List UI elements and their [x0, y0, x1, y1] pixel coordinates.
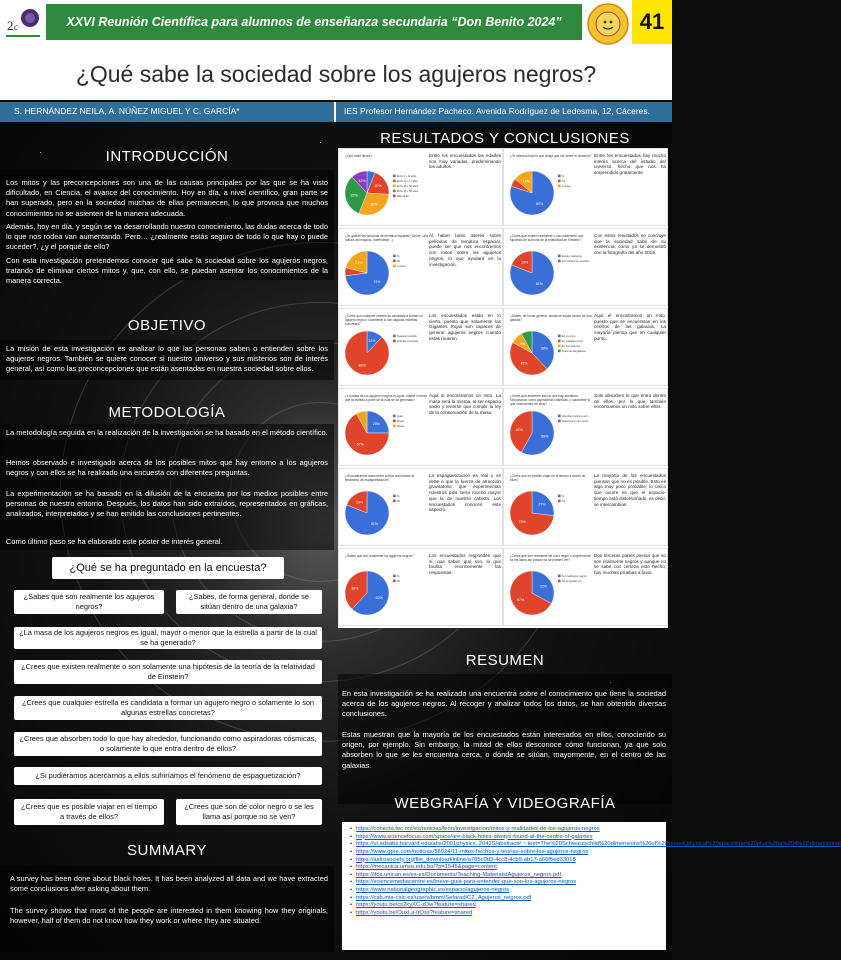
summary-paragraph: A survey has been done about black holes. It has been analyzed all data and we have extracted some conclusions after asking about them.: [10, 874, 328, 894]
survey-question: ¿Crees que cualquier estrella es candidata a formar un agujero negro o solamente lo son algunas estrellas concretas?: [14, 696, 322, 720]
pie-data-label: 25%: [372, 421, 380, 426]
legend-label: Entre 0 y 11 años: [397, 175, 417, 178]
web-link[interactable]: • https://www.gpre.com/noticias/58924/11-mitos-hechos-y-teorias-sobre-los-agujeros-negros: [350, 849, 664, 857]
legend-swatch: [393, 495, 396, 498]
survey-question: ¿Crees que existen realmente o son solamente una hipótesis de la teoría de la relatividad de Einstein?: [14, 660, 322, 684]
intro-heading: INTRODUCCIÓN: [105, 148, 229, 165]
pie-chart: [508, 563, 592, 623]
legend-swatch: [558, 345, 561, 348]
pie-chart-panel: [508, 153, 592, 223]
legend-label: Entre 18 y 40 años: [397, 185, 418, 188]
web-link[interactable]: • https://youtu.be/OuxLa-lrOss?feature=shared: [350, 910, 664, 918]
chart-question: ¿Si pudiéramos acercarnos a ellos sufriríamos el fenómeno de espaguetización?: [345, 474, 415, 482]
pie-chart: [508, 323, 592, 383]
chart-caption: Dos terceras partes piensa que no son realmente negros y aunque no se sabe con certeza este hecho, hay muchas pruebas a favor.: [594, 553, 666, 576]
conference-logo-icon: [4, 4, 42, 44]
legend-label: No: [397, 260, 401, 263]
pie-data-label: 12%: [368, 338, 376, 343]
chart-question: ¿Crees que absorben todo lo que hay alrededor, funcionando como aspiradoras cósmicas, o solamente lo que entra dentro de ellos?: [510, 394, 591, 406]
pie-chart-panel: [343, 473, 427, 543]
web-link[interactable]: • https://www.sciencefocus.com/space/are-black-holes-always-found-at-the-centre-of-galaxies: [350, 834, 664, 842]
divider: [334, 102, 336, 122]
legend-label: A veces: [397, 265, 406, 268]
result-card: [503, 148, 668, 226]
summary-heading: SUMMARY: [127, 842, 207, 859]
pie-data-label: 42%: [515, 427, 523, 432]
legend-swatch: [393, 575, 396, 578]
pie-chart-panel: [343, 553, 427, 623]
chart-caption: La mayoría de los encuestados piensan que no es posible. Esto es algo muy poco probable, lo único que ocurre es que el espacio-tiempo está distorsionado, es decir, se intercambian.: [594, 473, 667, 507]
legend-label: Entre 40 y 60 años: [397, 190, 418, 193]
legend-label: Menor: [397, 425, 405, 428]
chart-caption: Entre los encuestados hay mucho interés acerca del estudio del universo, hecho que nos ha sorprendido gratamente.: [594, 153, 666, 176]
chart-caption: Los encuestados responden que sí, que saben qué son, lo que facilita enormemente las respuestas.: [429, 553, 501, 576]
legend-swatch: [393, 180, 396, 183]
legend-swatch: [558, 255, 561, 258]
chart-caption: Entre los encuestados las edades son muy variadas, predominando los adultos.: [429, 153, 501, 170]
web-link[interactable]: • https://astrosociety.org/file_download/inline/a785c0d3-4cc8-4cb9-ab17-a66f5ed33018: [350, 857, 664, 865]
pie-chart-panel: [508, 553, 592, 623]
metodologia-paragraph: Hemos observado e investigado acerca de los posibles mitos que hay entorno a los agujeros negros y con ellos se ha realizado una encuesta con diferentes preguntas.: [6, 458, 328, 478]
survey-question: ¿Sabes, de forma general, donde se sitúan dentro de una galaxia?: [176, 590, 322, 614]
pie-data-label: 67%: [517, 597, 525, 602]
result-card: [338, 548, 503, 626]
chart-caption: Aquí el encontramos un mito, puesto que se encuentran en los centros de las galaxias. La mayoría piensa que en cualquier punto.: [594, 313, 666, 341]
pie-chart-panel: [343, 313, 427, 383]
result-card: [338, 308, 503, 386]
legend-label: Son solamente una hipó…: [562, 260, 592, 263]
result-card: [338, 388, 503, 466]
legend-swatch: [558, 495, 561, 498]
metodologia-paragraph: La metodología seguida en la realización de la investigación se ha basado en el método científico.: [6, 428, 328, 437]
pie-chart: [508, 483, 592, 543]
legend-swatch: [393, 265, 396, 268]
legend-label: No: [562, 500, 566, 503]
legend-label: Sí: [562, 175, 565, 178]
webgrafia-heading: WEBGRAFÍA Y VIDEOGRAFÍA: [394, 795, 616, 812]
metodologia-paragraph: La experimentación se ha basado en la difusión de la encuesta por los medios posibles entre personas de nuestro entorno. Después, los datos han sido extraídos, representados en gráficas, analizados, interpretados y se han emitido las conclusiones pertinentes.: [6, 489, 328, 519]
resumen-paragraph: Estas muestran que la mayoría de los encuestados están interesados en ellos, conociendo su origen, por ejemplo. Sin embargo, la mitad de ellos desconoce cómo funcionan, ya que solo absorben lo que se les encuentra cerca, o dónde se sitúan, mayormente, en el centro de las galaxias.: [342, 730, 666, 770]
pie-chart: [343, 483, 427, 543]
legend-swatch: [558, 575, 561, 578]
legend-label: Sí: [397, 255, 400, 258]
pie-data-label: 21%: [355, 260, 363, 265]
legend-label: Mayor: [397, 420, 404, 423]
web-link[interactable]: • https://cab.inta-csic.es/users/bmm/Sefarad/C2_Agujeros_negros.pdf: [350, 895, 664, 903]
survey-question: ¿Crees que son de color negro o se les llama así porque no se ven?: [176, 799, 322, 825]
legend-label: A veces: [562, 185, 571, 188]
webgrafia-list: [350, 826, 841, 918]
web-link[interactable]: • https://conecta.tec.mx/es/noticias/leon/investigacion/mitos-y-realidades-de-los-agujeros-negros: [350, 826, 664, 834]
legend-swatch: [393, 195, 396, 198]
pie-chart: [508, 243, 592, 303]
legend-swatch: [558, 185, 561, 188]
survey-question: ¿La masa de los agujeros negros es igual, mayor o menor que la estrella a partir de la cual se ha generado?: [14, 627, 322, 649]
survey-question: ¿Sabes qué son realmente los agujeros negros?: [14, 590, 164, 614]
pie-chart: [343, 563, 427, 623]
legend-swatch: [393, 580, 396, 583]
result-card: [338, 468, 503, 546]
survey-heading: ¿Qué se ha preguntado en la encuesta?: [69, 562, 267, 574]
header-bar: [0, 0, 672, 48]
pie-data-label: 45%: [520, 361, 528, 366]
legend-swatch: [393, 500, 396, 503]
legend-swatch: [393, 260, 396, 263]
legend-swatch: [393, 415, 396, 418]
chart-question: ¿Crees que son realmente de color negro o simplemente se les llama así porque no se pueden ver?: [510, 554, 591, 562]
legend-swatch: [558, 260, 561, 263]
survey-question: ¿Crees que absorben todo lo que hay alrededor, funcionando como aspiradoras cósmicas, o solamente lo que entra dentro de ellos?: [14, 732, 322, 756]
summary-paragraph: The survey shows that most of the people are interested in them knowing how they originals, however, half of them do not know how they work or where they are situated.: [10, 906, 328, 926]
legend-swatch: [558, 335, 561, 338]
legend-label: Igual: [397, 415, 403, 418]
pie-data-label: 38%: [540, 346, 548, 351]
pie-data-label: 62%: [375, 596, 383, 601]
survey-question: ¿Crees que es posible viajar en el tiempo a través de ellos?: [14, 799, 164, 825]
web-link[interactable]: • https://youtu.be/cs2kyXC-zDw?feature=shared: [350, 902, 664, 910]
pie-chart-panel: [343, 233, 427, 303]
legend-label: Solamente lo que entra…: [562, 420, 591, 423]
sun-logo-icon: [586, 2, 630, 46]
metodologia-heading: METODOLOGÍA: [108, 404, 226, 421]
objetivo-paragraph: La misión de esta investigación es analizar lo que las personas saben o entienden sobre los agujeros negros. También se quiere conocer si nuestro universo y sus misterios son de interés general, así como las preconcepciones que están asentadas en nuestra sociedad sobre ellos.: [6, 344, 328, 374]
legend-swatch: [558, 175, 561, 178]
poster-number: 41: [639, 9, 665, 34]
objetivo-heading: OBJETIVO: [127, 317, 207, 334]
pie-chart: [343, 243, 427, 303]
chart-caption: Los encuestados están en lo cierto, puesto que solamente las Gigantes Rojas son capaces de generar agujeros negros cuando estas mueren.: [429, 313, 501, 341]
legend-label: No se pueden ver: [562, 580, 582, 583]
pie-data-label: 58%: [541, 434, 549, 439]
legend-swatch: [558, 180, 561, 183]
poster-number-badge: [632, 0, 672, 44]
pie-data-label: 32%: [350, 193, 358, 198]
web-link[interactable]: • https://mecanica.umsa.edu.bo/?p=1545&page=content: [350, 864, 664, 872]
chart-question: ¿Te interesa todo lo que tenga que ver sobre el universo?: [510, 154, 592, 158]
survey-question: ¿Si pudiéramos acercarnos a ellos sufriríamos el fenómeno de espaguetización?: [14, 767, 322, 785]
pie-chart: [343, 403, 427, 463]
legend-label: En cualquier punto: [562, 340, 583, 343]
chart-caption: Aquí sí encontramos un mito. La masa será la misma, al ser espacio vacío y tenerse que cumplir la ley de la conservación de la masa.: [429, 393, 501, 416]
pie-data-label: 33%: [539, 584, 547, 589]
resultados-heading: RESULTADOS Y CONCLUSIONES: [380, 130, 630, 147]
legend-swatch: [558, 415, 561, 418]
pie-data-label: 73%: [373, 279, 381, 284]
chart-question: ¿La masa de los agujeros negros es igual, mayor o menor que la estrella a partir de la cual se ha generado?: [345, 394, 428, 402]
chart-caption: Al haber tanto interés sobre películas de temática espacial, puede ser que nos encontremos con mitos sobre los agujeros negros, lo que ayudará en la investigación.: [429, 233, 501, 267]
legend-label: No: [397, 580, 401, 583]
result-card: [503, 308, 668, 386]
legend-label: Entre 12 y 17 años: [397, 180, 418, 183]
legend-swatch: [393, 340, 396, 343]
pie-chart: [343, 323, 427, 383]
pie-data-label: 73%: [518, 519, 526, 524]
chart-question: ¿Crees que existen realmente o son solamente una hipótesis de la teoría de la relatividad de Einstein?: [510, 234, 584, 242]
pie-chart-panel: [508, 233, 592, 303]
legend-swatch: [393, 335, 396, 338]
result-card: [503, 228, 668, 306]
pie-data-label: 20%: [374, 184, 382, 189]
conference-banner: [46, 4, 582, 40]
legend-swatch: [393, 175, 396, 178]
pie-data-label: 12%: [358, 178, 366, 183]
chart-question: ¿Crees que cualquier estrella es candidata a formar un agujero negro o solamente lo son algunas estrellas concretas?: [345, 314, 423, 326]
pie-data-label: 19%: [355, 500, 364, 505]
webgrafia-box: [342, 822, 841, 950]
result-card: [338, 148, 503, 226]
intro-paragraph: Con esta investigación pretendemos conocer qué sabe la sociedad sobre los agujeros negros, tratando de eliminar ciertos mitos y, que, con ello, se puedan asentar los conocimientos de la manera correcta.: [6, 256, 328, 286]
pie-chart: [508, 163, 592, 223]
pie-chart: [508, 403, 592, 463]
legend-swatch: [393, 425, 396, 428]
legend-label: En los extremos: [562, 345, 580, 348]
conference-title: XXVI Reunión Científica para alumnos de enseñanza secundaria “Don Benito 2024”: [66, 15, 562, 29]
legend-label: No: [562, 180, 566, 183]
chart-question: ¿Te gustan las películas de temática espacial? (Dune, Una odisea del espacio, Interestelar...): [345, 234, 429, 242]
poster-title: ¿Qué sabe la sociedad sobre los agujeros negros?: [75, 60, 597, 87]
legend-swatch: [393, 420, 396, 423]
pie-data-label: 38%: [351, 586, 359, 591]
pie-chart-panel: [508, 313, 592, 383]
svg-text:c: c: [14, 22, 18, 32]
pie-chart-panel: [343, 393, 427, 463]
chart-question: ¿Qué edad tienes?: [345, 154, 373, 158]
pie-chart-panel: [508, 473, 592, 543]
chart-caption: Solo absorben lo que entra dentro de ellos, por lo que también encontramos un mito sobre ellos.: [594, 393, 666, 410]
pie-data-label: 19%: [520, 260, 529, 265]
legend-label: Absorben todo lo que h…: [562, 415, 591, 418]
legend-label: Estrellas concretas: [397, 340, 419, 343]
intro-paragraph: Además, hoy en día, y según se va desarrollando nuestro conocimiento, las dudas acerca de todo lo que nos rodea van aumentando. Pero… ¿realmente estás seguro de todo lo que hay o puede suceder?, ¿y el porqué de ello?: [6, 222, 328, 252]
legend-swatch: [558, 340, 561, 343]
survey-heading-box: [52, 557, 284, 579]
legend-label: Existen realmente: [562, 255, 583, 258]
chart-question: ¿Crees que es posible viajar en el tiempo a través de ellos?: [510, 474, 586, 482]
web-link[interactable]: • https://sciencemediacentre.es/breve-guia-para-entender-que-son-los-agujeros-negros: [350, 879, 664, 887]
svg-text:2: 2: [7, 18, 14, 33]
results-chart-grid: [338, 148, 668, 628]
chart-question: ¿Sabes qué son realmente los agujeros negros?: [345, 554, 414, 558]
legend-label: Cualquier estrella: [397, 335, 417, 338]
pie-data-label: 81%: [535, 282, 544, 287]
legend-swatch: [558, 580, 561, 583]
legend-label: Sí: [397, 495, 400, 498]
school-address: IES Profesor Hernández Pacheco. Avenida Rodríguez de Ledesma, 12, Cáceres.: [344, 106, 651, 116]
legend-swatch: [393, 185, 396, 188]
result-card: [503, 548, 668, 626]
authors: S. HERNÁNDEZ NEILA, A. NÚÑEZ MIGUEL Y C. GARCÍA*: [14, 106, 240, 116]
pie-data-label: 9%: [520, 341, 526, 346]
title-area: [0, 48, 672, 100]
legend-label: Son realmente negros: [562, 575, 587, 578]
legend-swatch: [558, 420, 561, 423]
legend-swatch: [393, 190, 396, 193]
resumen-heading: RESUMEN: [465, 652, 545, 669]
legend-label: No: [397, 500, 401, 503]
chart-caption: Con estos resultados se concluye que la sociedad sabe de su existencia, como ya se demostró con la fotografía del año 2019.: [594, 233, 666, 256]
pie-chart-panel: [343, 153, 427, 223]
author-bar: [0, 102, 672, 122]
web-link[interactable]: • https://ifca.unican.es/es-es/Documents/Teaching-Materials/Agujeros_negros.pdf: [350, 872, 664, 880]
legend-label: Sí: [397, 575, 400, 578]
legend-swatch: [558, 350, 561, 353]
legend-label: Más de 60: [397, 195, 409, 198]
legend-label: En el centro: [562, 335, 576, 338]
pie-data-label: 14%: [522, 179, 530, 184]
pie-data-label: 88%: [358, 363, 366, 368]
pie-data-label: 27%: [538, 502, 546, 507]
legend-label: Sí: [562, 495, 565, 498]
pie-chart-panel: [508, 393, 592, 463]
metodologia-band: [0, 424, 334, 550]
resumen-paragraph: En esta investigación se ha realizado una encuentra sobre el conocimiento que tiene la sociedad acerca de los agujeros negros. Al recoger y analizar todos los datos, se han obtenido diversas conclusiones.: [342, 689, 666, 719]
web-link[interactable]: • https://www.nationalgeographic.es/espacio/agujeros-negros: [350, 887, 664, 895]
intro-paragraph: Los mitos y las preconcepciones son una de las causas principales por las que se ha visto dificultado, en Ciencia, el avance del conocimiento. Hoy en día, a nivel científico, gran parte se han superado, pero en la sociedad muchas de ellas permanecen, lo que provoca que muchos conocimientos no se asienten de la manera adecuada.: [6, 178, 328, 218]
web-link[interactable]: • https://ui.adsabs.harvard.edu/abs/2001physics..2042S/abstract#:~:text=The%20Schwarzschild%20dimensions%20of%20closed,physical%20spacetime%20plus%20a%204%2Ddimensional: [350, 841, 664, 849]
legend-label: Fuera de las galaxias: [562, 350, 586, 353]
legend-swatch: [558, 500, 561, 503]
result-card: [338, 228, 503, 306]
pie-data-label: 30%: [370, 202, 378, 207]
chart-caption: La espaguetización es real y se debe a que la fuerza de atracción gravitatoria que experimentan nuestros pies sería mucho mayor que la de nuestra cabeza. Los encuestados conocen este aspecto.: [429, 473, 501, 513]
result-card: [503, 468, 668, 546]
chart-question: ¿Sabes, de forma general, donde se sitúan dentro de una galaxia?: [510, 314, 592, 322]
metodologia-paragraph: Como último paso se ha elaborado este póster de interés general.: [6, 537, 223, 546]
pie-data-label: 80%: [536, 201, 544, 206]
legend-swatch: [393, 255, 396, 258]
result-card: [503, 388, 668, 466]
pie-chart: [343, 163, 427, 223]
pie-data-label: 67%: [356, 442, 364, 447]
pie-slice: [345, 331, 389, 375]
pie-data-label: 81%: [370, 522, 379, 527]
